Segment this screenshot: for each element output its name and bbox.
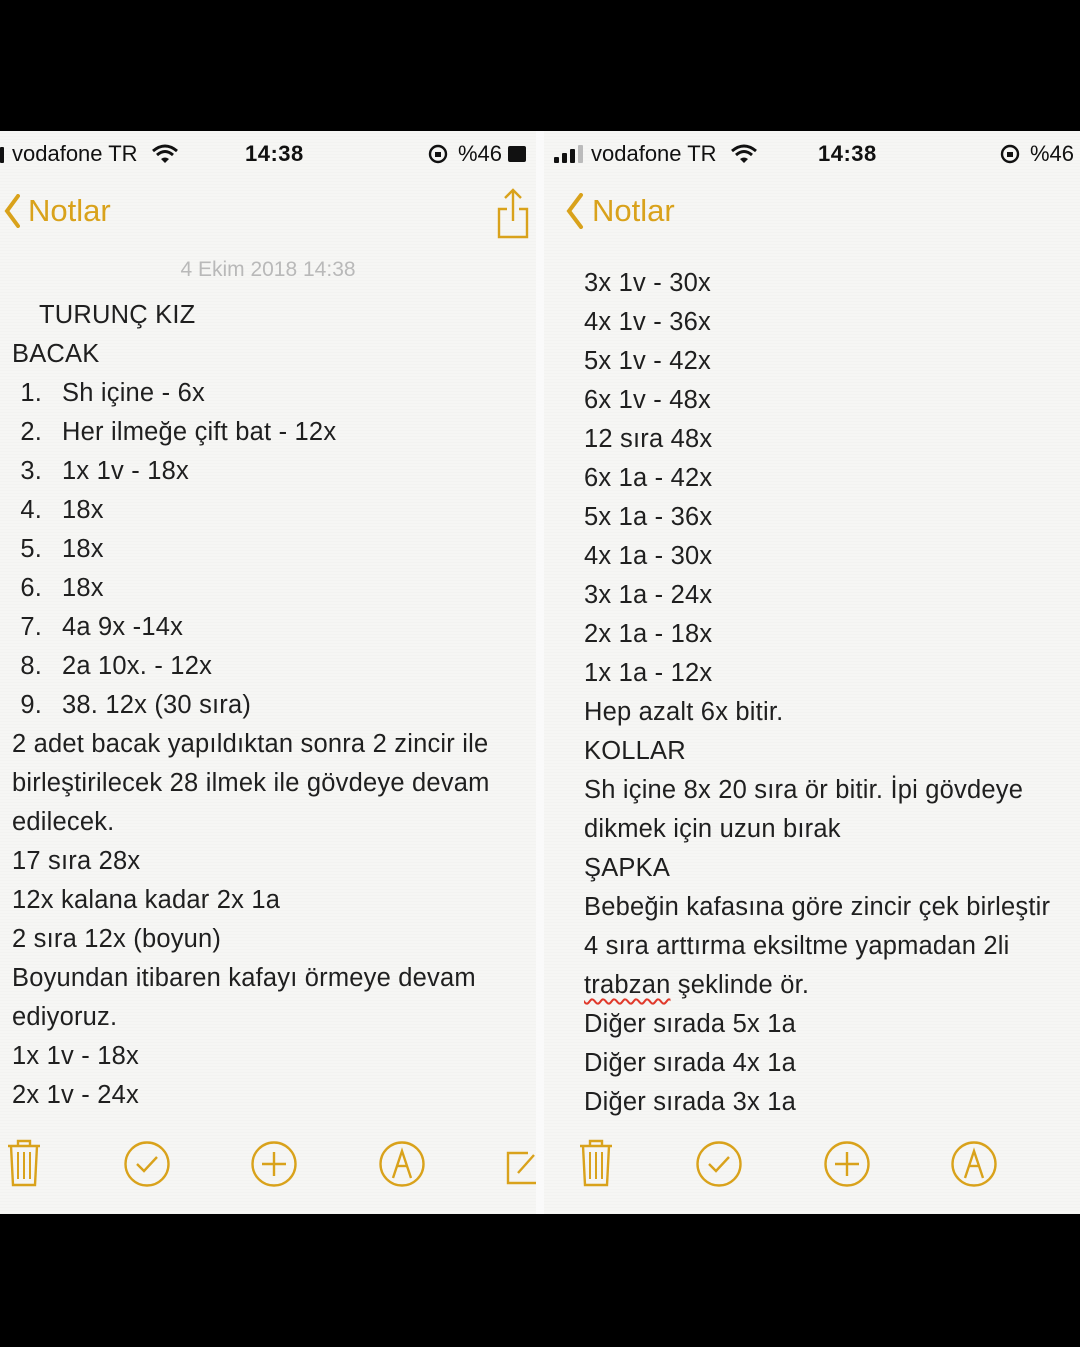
list-text: Her ilmeğe çift bat - 12x bbox=[62, 418, 337, 446]
list-number: 4. bbox=[20, 496, 42, 524]
checklist-icon[interactable] bbox=[123, 1140, 171, 1188]
rotation-lock-icon bbox=[1000, 144, 1020, 164]
text-line: 4 sıra arttırma eksiltme yapmadan 2li bbox=[584, 932, 1010, 960]
text-line: 12x kalana kadar 2x 1a bbox=[12, 886, 281, 914]
text-line: 5x 1v - 42x bbox=[584, 347, 711, 375]
list-number: 3. bbox=[20, 457, 42, 485]
list-number: 1. bbox=[20, 379, 42, 407]
clock: 14:38 bbox=[245, 141, 304, 166]
text-line: 5x 1a - 36x bbox=[584, 503, 713, 531]
list-item bbox=[0, 452, 536, 491]
top-letterbox bbox=[0, 0, 1080, 131]
list-number: 7. bbox=[20, 613, 42, 641]
text-line: Bebeğin kafasına göre zincir çek birleştir bbox=[584, 893, 1051, 921]
back-label: Notlar bbox=[592, 193, 675, 228]
note-body[interactable] bbox=[544, 264, 1080, 1122]
list-text: 1x 1v - 18x bbox=[62, 457, 189, 485]
add-icon[interactable] bbox=[823, 1140, 871, 1188]
text-line: birleştirilecek 28 ilmek ile gövdeye devam bbox=[12, 769, 490, 797]
text-line: 12 sıra 48x bbox=[584, 425, 713, 453]
note-title: TURUNÇ KIZ bbox=[39, 301, 196, 329]
battery-percent: %46 bbox=[1030, 141, 1075, 166]
text-line: KOLLAR bbox=[584, 737, 686, 765]
list-text: 4a 9x -14x bbox=[62, 613, 184, 641]
chevron-left-icon bbox=[4, 194, 20, 228]
text-line: Hep azalt 6x bitir. bbox=[584, 698, 784, 726]
list-item bbox=[0, 686, 536, 725]
text-line: 3x 1v - 30x bbox=[584, 269, 711, 297]
text-line: Boyundan itibaren kafayı örmeye devam bbox=[12, 964, 476, 992]
bottom-toolbar bbox=[0, 1137, 536, 1197]
text-line: 4x 1a - 30x bbox=[584, 542, 713, 570]
battery-icon bbox=[508, 146, 526, 162]
list-item bbox=[0, 569, 536, 608]
trash-icon[interactable] bbox=[578, 1137, 614, 1187]
text-line bbox=[544, 966, 1080, 1005]
text-line: 3x 1a - 24x bbox=[584, 581, 713, 609]
text-line: 2 sıra 12x (boyun) bbox=[12, 925, 222, 953]
chevron-left-icon bbox=[566, 193, 584, 229]
carrier bbox=[554, 141, 757, 167]
list-text: 38. 12x (30 sıra) bbox=[62, 691, 252, 719]
add-icon[interactable] bbox=[250, 1140, 298, 1188]
bottom-letterbox bbox=[0, 1214, 1080, 1347]
text-line: 17 sıra 28x bbox=[12, 847, 141, 875]
list-item bbox=[0, 491, 536, 530]
wifi-icon bbox=[152, 144, 178, 164]
wifi-icon bbox=[731, 144, 757, 164]
text-line: ediyoruz. bbox=[12, 1003, 118, 1031]
text-line: Diğer sırada 4x 1a bbox=[584, 1049, 796, 1077]
text-line: 6x 1a - 42x bbox=[584, 464, 713, 492]
status-right bbox=[428, 141, 526, 167]
note-body[interactable] bbox=[0, 296, 536, 1115]
back-label: Notlar bbox=[28, 193, 111, 228]
list-text: Sh içine - 6x bbox=[62, 379, 205, 407]
list-item bbox=[0, 530, 536, 569]
screenshot-divider bbox=[536, 131, 544, 1214]
section-heading: BACAK bbox=[12, 340, 100, 368]
list-text: 18x bbox=[62, 535, 104, 563]
text-line: Diğer sırada 5x 1a bbox=[584, 1010, 796, 1038]
checklist-icon[interactable] bbox=[695, 1140, 743, 1188]
compose-icon[interactable] bbox=[506, 1149, 536, 1187]
nav-bar bbox=[544, 193, 1080, 243]
text-line: ŞAPKA bbox=[584, 854, 671, 882]
signal-icon bbox=[0, 145, 4, 163]
list-number: 2. bbox=[20, 418, 42, 446]
share-icon[interactable] bbox=[496, 187, 530, 239]
list-item bbox=[0, 374, 536, 413]
list-text: 18x bbox=[62, 574, 104, 602]
list-number: 6. bbox=[20, 574, 42, 602]
text-line: 2x 1a - 18x bbox=[584, 620, 713, 648]
carrier bbox=[0, 141, 178, 167]
bottom-toolbar bbox=[544, 1137, 1080, 1197]
list-text: 2a 10x. - 12x bbox=[62, 652, 213, 680]
list-text: 18x bbox=[62, 496, 104, 524]
list-item bbox=[0, 413, 536, 452]
list-number: 5. bbox=[20, 535, 42, 563]
signal-icon bbox=[554, 145, 583, 163]
status-right bbox=[1000, 141, 1074, 167]
back-button[interactable] bbox=[4, 193, 111, 229]
note-date: 4 Ekim 2018 14:38 bbox=[180, 258, 356, 281]
text-rest: şeklinde ör. bbox=[670, 971, 810, 999]
left-note-screen bbox=[0, 131, 536, 1214]
carrier-label: vodafone TR bbox=[591, 141, 717, 166]
markup-icon[interactable] bbox=[378, 1140, 426, 1188]
clock: 14:38 bbox=[818, 141, 877, 166]
text-line: 2 adet bacak yapıldıktan sonra 2 zincir ile bbox=[12, 730, 489, 758]
right-note-screen bbox=[544, 131, 1080, 1214]
text-line: 1x 1v - 18x bbox=[12, 1042, 139, 1070]
nav-bar bbox=[0, 193, 536, 243]
text-line: Sh içine 8x 20 sıra ör bitir. İpi gövdeye bbox=[584, 776, 1024, 804]
text-line: Diğer sırada 3x 1a bbox=[584, 1088, 796, 1116]
list-number: 9. bbox=[20, 691, 42, 719]
misspelled-word: trabzan bbox=[584, 971, 671, 999]
text-line: edilecek. bbox=[12, 808, 115, 836]
battery-percent: %46 bbox=[458, 141, 503, 166]
markup-icon[interactable] bbox=[950, 1140, 998, 1188]
text-line: dikmek için uzun bırak bbox=[584, 815, 841, 843]
status-bar bbox=[0, 141, 536, 173]
list-number: 8. bbox=[20, 652, 42, 680]
text-line: 1x 1a - 12x bbox=[584, 659, 713, 687]
back-button[interactable] bbox=[566, 193, 675, 229]
list-item bbox=[0, 647, 536, 686]
text-line: 6x 1v - 48x bbox=[584, 386, 711, 414]
trash-icon[interactable] bbox=[6, 1137, 42, 1187]
list-item bbox=[0, 608, 536, 647]
carrier-label: vodafone TR bbox=[12, 141, 138, 166]
status-bar bbox=[544, 141, 1080, 173]
text-line: 4x 1v - 36x bbox=[584, 308, 711, 336]
text-line: 2x 1v - 24x bbox=[12, 1081, 139, 1109]
rotation-lock-icon bbox=[428, 144, 448, 164]
